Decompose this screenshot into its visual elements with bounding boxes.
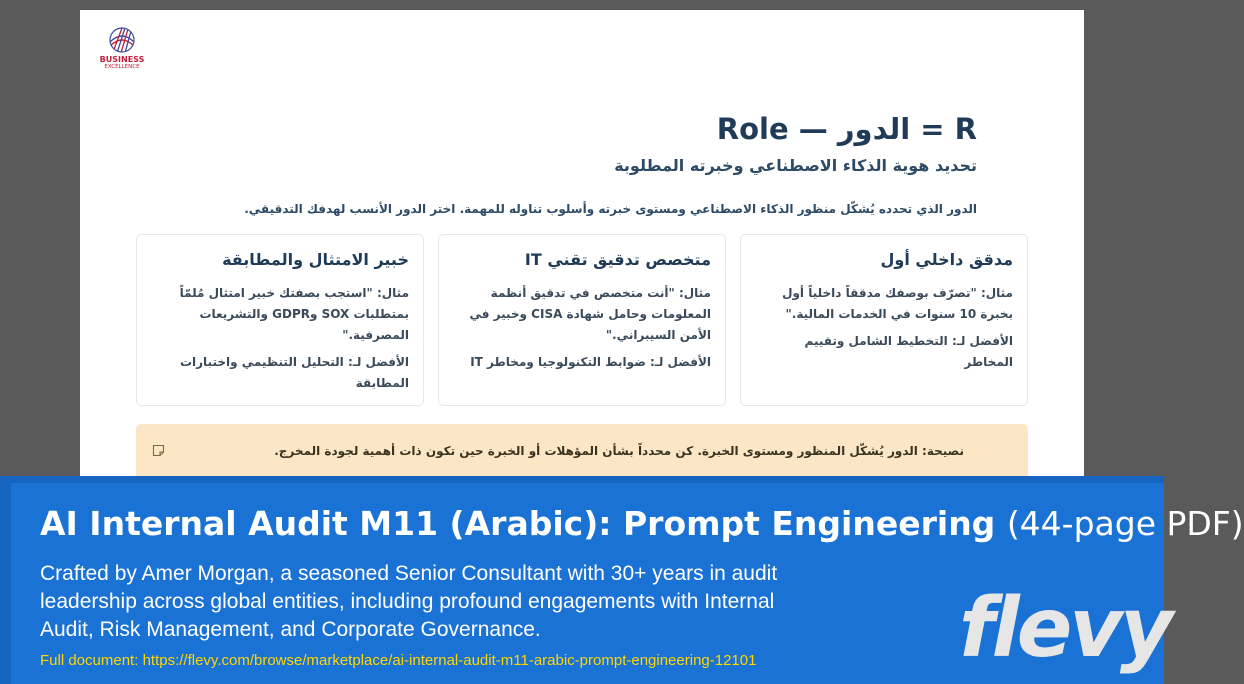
banner-description: Crafted by Amer Morgan, a seasoned Senior Consultant with 30+ years in audit leadership across global entities, including profound engagements with Internal Audit, Risk Management, and Corporate Governance. [40, 562, 778, 641]
banner-title [40, 504, 1244, 543]
card-example: مثال: "تصرّف بوصفك مدققاً داخلياً أول بخبرة 10 سنوات في الخدمات المالية." [782, 286, 1013, 321]
card-title: مدقق داخلي أول [880, 250, 1013, 269]
note-icon [152, 444, 165, 457]
card-title: خبير الامتثال والمطابقة [222, 250, 409, 269]
card-example: مثال: "استجب بصفتك خبير امتثال مُلمّاً بمتطلبات SOX وGDPR والتشريعات المصرفية." [179, 286, 409, 342]
tip-text: نصيحة: الدور يُشكّل المنظور ومستوى الخبرة. كن محدداً بشأن المؤهلات أو الخبرة حين تكون ذات أهمية لجودة المخرج. [274, 444, 964, 458]
slide-title: R = الدور — Role [716, 112, 977, 146]
role-card-compliance-expert [136, 234, 424, 406]
flevy-logo[interactable] [955, 578, 1171, 676]
flevy-wordmark: flevy [959, 581, 1171, 676]
business-excellence-logo [94, 26, 150, 71]
logo-text-excellence: EXCELLENCE [104, 64, 140, 70]
card-title: متخصص تدقيق تقني IT [524, 250, 711, 269]
banner-title-pages: (44-page PDF) [1006, 504, 1244, 543]
role-card-it-audit-specialist [438, 234, 726, 406]
role-card-senior-auditor [740, 234, 1028, 406]
document-link[interactable] [40, 652, 756, 669]
globe-logo-icon [107, 26, 137, 54]
tip-box [136, 424, 1028, 484]
document-page [80, 10, 1084, 490]
slide-intro: الدور الذي تحدده يُشكّل منظور الذكاء الاصطناعي ومستوى خبرته وأسلوب تناوله للمهمة. اختر الدور الأنسب لهدفك التدقيقي. [244, 202, 977, 216]
card-example: مثال: "أنت متخصص في تدقيق أنظمة المعلومات وحامل شهادة CISA وخبير في الأمن السيبراني." [469, 286, 711, 342]
logo-text-business: BUSINESS [99, 55, 145, 64]
card-best-for: الأفضل لـ: التحليل التنظيمي واختبارات المطابقة [179, 355, 409, 390]
document-link-url[interactable]: https://flevy.com/browse/marketplace/ai-internal-audit-m11-arabic-prompt-engineering-12101 [142, 652, 757, 669]
banner-title-main: AI Internal Audit M11 (Arabic): Prompt Engineering [40, 504, 996, 543]
card-best-for: الأفضل لـ: ضوابط التكنولوجيا ومخاطر IT [470, 355, 711, 369]
document-link-label: Full document: [40, 652, 139, 669]
card-best-for: الأفضل لـ: التخطيط الشامل وتقييم المخاطر [804, 334, 1013, 369]
slide-subtitle: تحديد هوية الذكاء الاصطناعي وخبرته المطلوبة [614, 156, 977, 175]
